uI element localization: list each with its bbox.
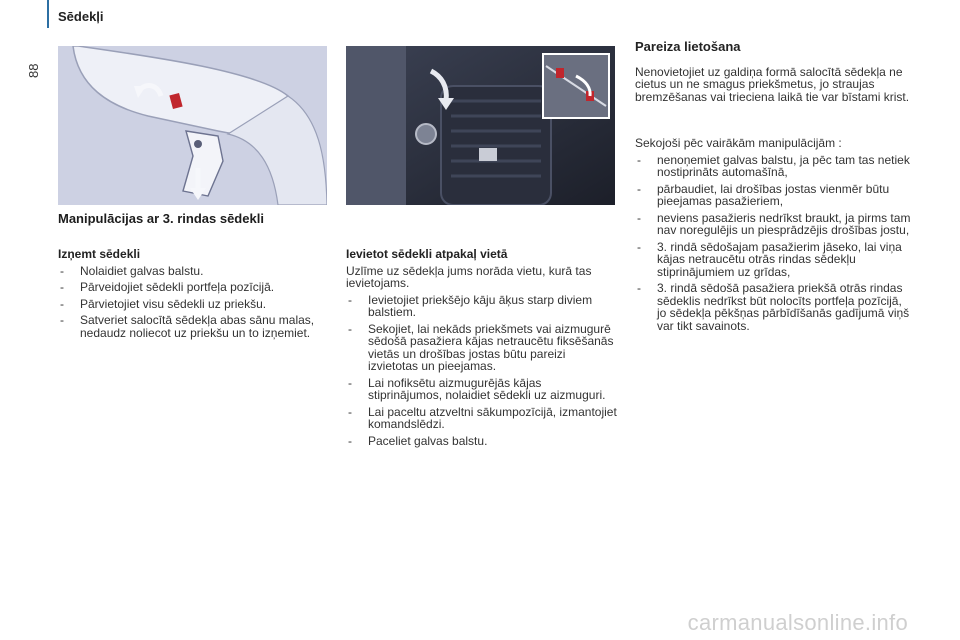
list-item: - Sekojiet, lai nekāds priekšmets vai aizmugurē sēdošā pasažiera kājas netraucētu fiksēšanās vietās un drošības jostas būtu pareizi izvietotas un pieejamas. [346,323,618,373]
main-heading: Manipulācijas ar 3. rindas sēdekli [58,211,264,226]
proper-use-intro: Nenovietojiet uz galdiņa formā salocītā sēdekļa ne cietus un ne smagus priekšmetus, jo straujas bremzēšanas vai trieciena laikā tie var bīstami krist. [635,64,910,104]
install-seat-heading: Ievietot sēdekli atpakaļ vietā [346,247,508,261]
section-title: Sēdekļi [58,9,104,24]
list-item: - 3. rindā sēdošā pasažiera priekšā otrās rindas sēdeklis nedrīkst būt nolocīts portfeļa pozīcijā, jo sēdekļa pēkšņas pārbīdīšanās gadījumā viņš var tikt savainots. [635,282,913,332]
list-item: - nenoņemiet galvas balstu, ja pēc tam tas netiek nostiprināts automašīnā, [635,154,913,179]
remove-seat-section [58,248,328,343]
proper-use-section [635,41,913,336]
list-item: - Ievietojiet priekšējo kāju āķus starp diviem balstiem. [346,294,618,319]
list-item: - Nolaidiet galvas balstu. [58,265,328,278]
seat-fold-drawing [58,46,327,205]
install-seat-intro: Uzlīme uz sēdekļa jums norāda vietu, kurā tas ievietojams. [346,263,592,290]
list-item: - Paceliet galvas balstu. [346,435,618,448]
seat-belt-drawing [346,46,615,205]
proper-use-followup: Sekojoši pēc vairākām manipulācijām : [635,136,842,150]
proper-use-list [635,154,913,333]
seat-belt-photo [346,46,615,205]
header-accent-bar [47,0,49,28]
remove-seat-heading: Izņemt sēdekli [58,247,141,261]
watermark: carmanualsonline.info [687,610,908,635]
remove-seat-steps [58,265,328,340]
list-item: - pārbaudiet, lai drošības jostas vienmēr būtu pieejamas pasažieriem, [635,183,913,208]
list-item: - Pārvietojiet visu sēdekli uz priekšu. [58,298,328,311]
list-item: - 3. rindā sēdošajam pasažierim jāseko, lai viņa kājas netraucētu otrās rindas sēdekļu stiprinājumiem uz grīdas, [635,241,913,279]
seat-fold-illustration [58,46,327,205]
list-item: - neviens pasažieris nedrīkst braukt, ja pirms tam nav noregulējis un piesprādzējis drošības jostu, [635,212,913,237]
list-item: - Lai paceltu atzveltni sākumpozīcijā, izmantojiet komandslēdzi. [346,406,618,431]
list-item: - Pārveidojiet sēdekli portfeļa pozīcijā. [58,281,328,294]
list-item: - Satveriet salocītā sēdekļa abas sānu malas, nedaudz noliecot uz priekšu un to izņemiet. [58,314,328,339]
install-seat-section [346,248,618,451]
page-number: 88 [26,63,41,78]
proper-use-heading: Pareiza lietošana [635,39,741,54]
install-seat-steps [346,294,618,448]
list-item: - Lai nofiksētu aizmugurējās kājas stiprinājumos, nolaidiet sēdekli uz aizmuguri. [346,377,618,402]
